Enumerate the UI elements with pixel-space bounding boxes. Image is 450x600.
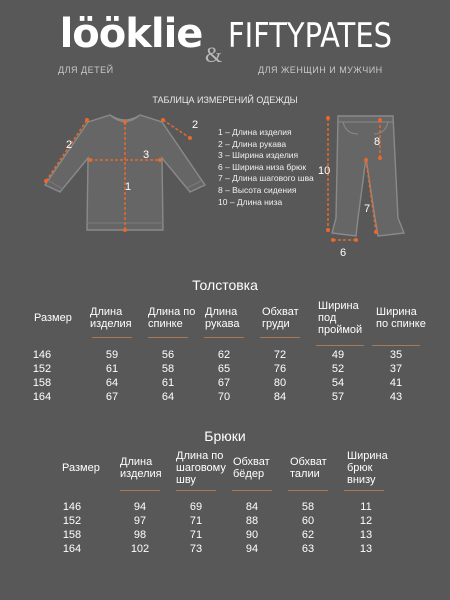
sweater-label-width: 3 xyxy=(143,149,150,161)
table-cell: 70 xyxy=(217,391,231,403)
table-cell: 56 xyxy=(161,349,175,361)
table-cell: 12 xyxy=(359,515,373,527)
table-header: Ширина под проймой xyxy=(318,300,363,336)
table-header: Длина изделия xyxy=(120,456,162,480)
table-cell: 60 xyxy=(301,515,315,527)
sweater-label-length: 1 xyxy=(125,181,132,193)
table-cell: 73 xyxy=(189,543,203,555)
table-row xyxy=(0,542,450,556)
table-cell: 98 xyxy=(133,529,147,541)
table-cell: 37 xyxy=(389,363,403,375)
table-cell: 158 xyxy=(62,529,82,541)
table-cell: 13 xyxy=(359,529,373,541)
table-cell: 57 xyxy=(331,391,345,403)
table-cell: 11 xyxy=(360,501,372,513)
legend-item: 10 – Длина низа xyxy=(218,196,283,207)
table-row xyxy=(0,514,450,528)
table-header: Обхват груди xyxy=(262,306,299,330)
divider xyxy=(344,490,384,491)
divider xyxy=(120,490,160,491)
table-cell: 76 xyxy=(273,363,287,375)
table-header: Обхват талии xyxy=(290,456,327,480)
table-cell: 59 xyxy=(105,349,119,361)
table-cell: 67 xyxy=(217,377,231,389)
table-cell: 84 xyxy=(273,391,287,403)
table-cell: 43 xyxy=(389,391,403,403)
table-cell: 52 xyxy=(331,363,345,375)
divider xyxy=(232,490,272,491)
table-cell: 97 xyxy=(133,515,147,527)
table-cell: 67 xyxy=(105,391,119,403)
legend-item: 1 – Длина изделия xyxy=(218,127,292,137)
table-cell: 146 xyxy=(62,501,82,513)
table-cell: 61 xyxy=(105,363,119,375)
table-cell: 61 xyxy=(161,377,175,389)
divider xyxy=(316,345,364,346)
table-cell: 69 xyxy=(189,501,203,513)
table-cell: 49 xyxy=(331,349,345,361)
table-cell: 71 xyxy=(189,515,203,527)
table-header: Длина по шаговому шву xyxy=(176,450,226,486)
table-cell: 94 xyxy=(245,543,259,555)
legend-item: 6 – Ширина низа брюк xyxy=(218,161,307,172)
table-cell: 65 xyxy=(217,363,231,375)
table-cell: 152 xyxy=(62,515,82,527)
table-cell: 152 xyxy=(32,363,52,375)
table-row xyxy=(0,500,450,514)
table-cell: 64 xyxy=(161,391,175,403)
table-cell: 58 xyxy=(161,363,175,375)
table-header: Ширина по спинке xyxy=(376,306,426,330)
fiftypates-tagline: ДЛЯ ЖЕНЩИН И МУЖЧИН xyxy=(258,65,383,75)
legend-item: 8 – Высота сидения xyxy=(218,184,297,195)
table-cell: 80 xyxy=(273,377,287,389)
table-cell: 54 xyxy=(331,377,345,389)
table-cell: 84 xyxy=(245,501,259,513)
divider xyxy=(92,337,132,338)
sheet-title: ТАБЛИЦА ИЗМЕРЕНИЙ ОДЕЖДЫ xyxy=(152,95,298,105)
legend-item: 3 – Ширина изделия xyxy=(218,150,299,161)
table-row xyxy=(0,528,450,542)
divider xyxy=(288,490,328,491)
table-header: Длина рукава xyxy=(205,306,240,330)
table-header: Размер xyxy=(34,312,72,324)
table-cell: 13 xyxy=(359,543,373,555)
table-cell: 94 xyxy=(133,501,147,513)
divider xyxy=(204,337,244,338)
table-cell: 41 xyxy=(389,377,403,389)
table-cell: 71 xyxy=(189,529,203,541)
divider xyxy=(372,345,420,346)
table-cell: 146 xyxy=(32,349,52,361)
pants-label-inseam: 7 xyxy=(364,203,371,215)
table-cell: 58 xyxy=(301,501,315,513)
table-row xyxy=(0,348,450,362)
legend-item: 7 – Длина шагового шва xyxy=(218,173,314,184)
ampersand: & xyxy=(205,42,223,67)
sweater-diagram xyxy=(30,110,220,240)
pants-label-hem: 6 xyxy=(340,247,347,259)
table-cell: 88 xyxy=(245,515,259,527)
table-cell: 62 xyxy=(217,349,231,361)
divider xyxy=(260,337,300,338)
lookie-logo: lööklie xyxy=(59,11,203,57)
table-cell: 164 xyxy=(32,391,52,403)
table-cell: 62 xyxy=(301,529,315,541)
sweater-label-sleeve-left: 2 xyxy=(66,139,73,151)
table-cell: 63 xyxy=(301,543,315,555)
table-header: Длина по спинке xyxy=(148,306,196,330)
pants-table-title: Брюки xyxy=(204,428,246,444)
table-row xyxy=(0,376,450,390)
table-header: Ширина брюк внизу xyxy=(347,450,388,486)
table-row xyxy=(0,390,450,404)
sweater-table-title: Толстовка xyxy=(192,277,258,293)
legend-item: 2 – Длина рукава xyxy=(218,138,287,149)
pants-table xyxy=(0,450,450,570)
table-row xyxy=(0,362,450,376)
table-cell: 158 xyxy=(32,377,52,389)
table-header: Обхват бёдер xyxy=(233,456,270,480)
table-cell: 90 xyxy=(245,529,259,541)
table-cell: 164 xyxy=(62,543,82,555)
table-cell: 102 xyxy=(130,543,150,555)
sweater-table xyxy=(0,300,450,410)
sweater-label-sleeve-right: 2 xyxy=(192,119,199,131)
pants-diagram xyxy=(318,108,413,260)
table-cell: 72 xyxy=(273,349,287,361)
table-header: Размер xyxy=(62,462,100,474)
table-cell: 64 xyxy=(105,377,119,389)
table-header: Длина изделия xyxy=(90,306,132,330)
pants-label-rise: 8 xyxy=(374,136,381,148)
fiftypates-logo: FIFTYPATES xyxy=(228,16,392,56)
table-cell: 35 xyxy=(389,349,403,361)
pants-label-length: 10 xyxy=(318,165,331,177)
divider xyxy=(148,337,188,338)
lookie-tagline: ДЛЯ ДЕТЕЙ xyxy=(58,65,114,75)
divider xyxy=(176,490,216,491)
